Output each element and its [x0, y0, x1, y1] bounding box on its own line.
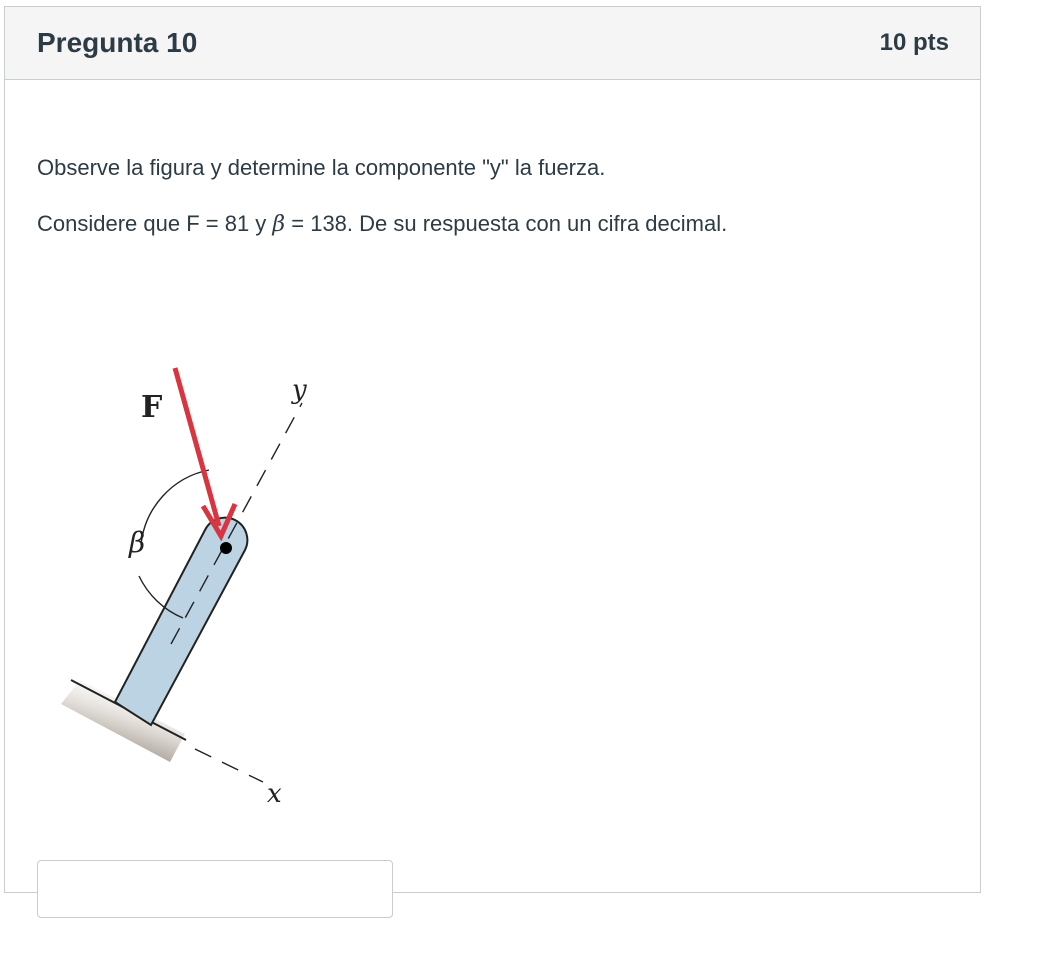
prompt-text-after: = 138. De su respuesta con un cifra decimal. — [285, 211, 728, 236]
force-diagram — [5, 280, 425, 820]
question-header — [5, 7, 980, 80]
question-title: Pregunta 10 — [37, 27, 198, 58]
question-card — [4, 6, 981, 893]
answer-input[interactable] — [37, 860, 393, 918]
force-vector — [141, 368, 235, 536]
y-axis-label: y — [292, 375, 307, 405]
x-axis — [195, 749, 282, 809]
prompt-text-before: Considere que F = 81 y — [37, 211, 273, 236]
pin-point — [220, 542, 232, 554]
prompt-beta-symbol: β — [272, 212, 286, 237]
angle-arc-top — [141, 470, 209, 545]
question-prompt-line-2 — [37, 211, 727, 237]
question-prompt-line-1: Observe la figura y determine la componente "y" la fuerza. — [37, 155, 606, 180]
question-points: 10 pts — [879, 29, 949, 56]
y-axis-line — [171, 403, 302, 644]
angle-label: β — [129, 526, 146, 559]
x-axis-line — [195, 749, 263, 782]
x-axis-label: x — [267, 779, 282, 809]
force-shaft — [175, 368, 219, 526]
force-label: F — [141, 390, 163, 425]
